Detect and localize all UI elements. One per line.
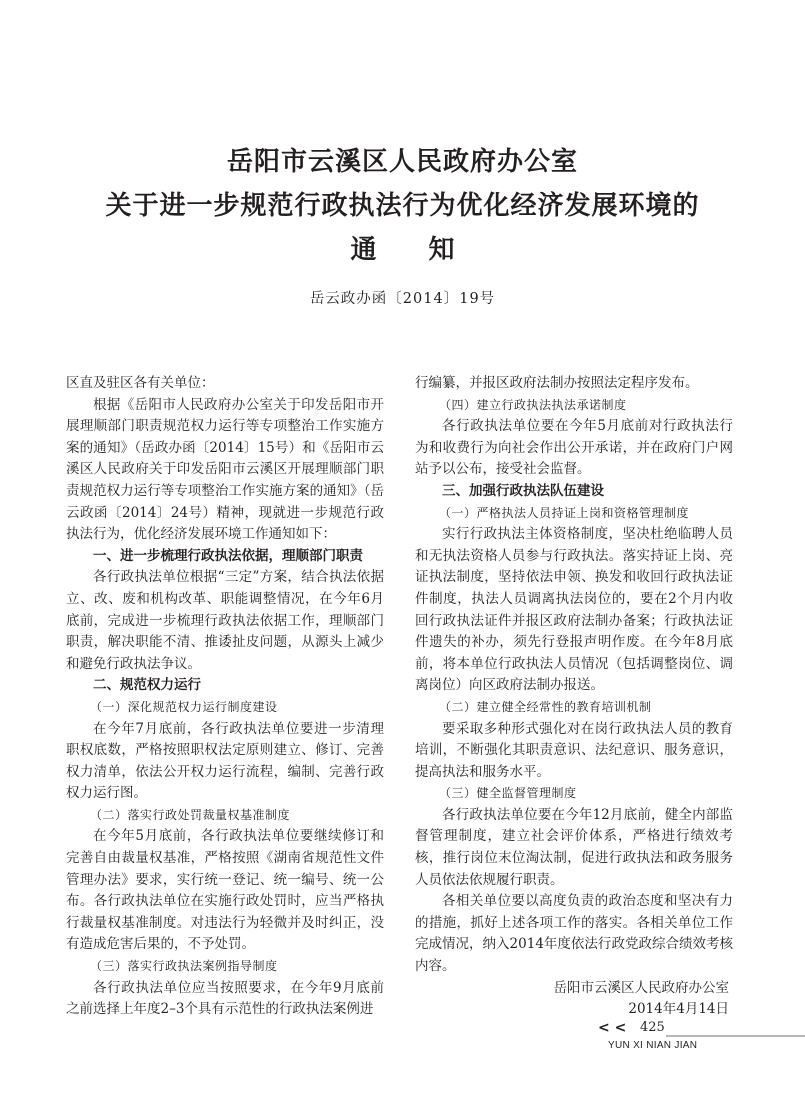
paragraph: 各行政执法单位根据“三定”方案，结合执法依据立、改、废和机构改革、职能调整情况，在今年6月底前，完成进一步梳理行政执法依据工作，理顺部门职责，解决职能不清、推诿扯皮问题，从源头上减少和避免行政执法争议。 — [66, 569, 384, 672]
paragraph: 区直及驻区各有关单位： — [66, 375, 215, 391]
paragraph: 实行行政执法主体资格制度，坚决杜绝临聘人员和无执法资格人员参与行政执法。落实持证上岗、亮证执法制度，坚持依法申领、换发和收回行政执法证件制度，执法人员调离执法岗位的，要在2个月内收回行政执法证件并报区政府法制办备案；行政执法证件遗失的补办，须先行登报声明作废。在今年8月底前，将本单位行政执法人员情况（包括调整岗位、调离岗位）向区政府法制办报送。 — [415, 526, 733, 694]
subsection-heading: （二）建立健全经常性的教育培训机制 — [439, 699, 652, 714]
document-title — [0, 140, 805, 272]
footer-rule — [666, 1035, 805, 1037]
footer-brand: YUN XI NIAN JIAN — [608, 1040, 698, 1051]
subsection-heading: （三）健全监督管理制度 — [439, 786, 577, 801]
subsection-heading: （一）严格执法人员持证上岗和资格管理制度 — [439, 505, 690, 520]
paragraph: 各行政执法单位要在今年5月底前对行政执法行为和收费行为向社会作出公开承诺，并在政府门户网站予以公布，接受社会监督。 — [415, 418, 733, 478]
right-column — [415, 373, 733, 1021]
paragraph: 根据《岳阳市人民政府办公室关于印发岳阳市开展理顺部门职责规范权力运行等专项整治工作实施方案的通知》（岳政办函〔2014〕15号）和《岳阳市云溪区人民政府关于印发岳阳市云溪区开展理顺部门职责规范权力运行等专项整治工作实施方案的通知》（岳云政函〔2014〕24号）精神，现就进一步规范行政执法行为，优化经济发展环境工作通知如下： — [66, 396, 384, 543]
section-heading: 一、进一步梳理行政执法依据，理顺部门职责 — [93, 547, 363, 564]
subsection-heading: （三）落实行政执法案例指导制度 — [90, 959, 278, 974]
paragraph: 各行政执法单位应当按照要求，在今年9月底前之前选择上年度2–3个具有示范性的行政执法案例进 — [66, 979, 384, 1018]
document-number: 岳云政办函〔2014〕19号 — [309, 291, 496, 307]
signature-date: 2014年4月14日 — [628, 1001, 729, 1018]
title-line-2: 关于进一步规范行政执法行为优化经济发展环境的 — [105, 191, 700, 221]
subsection-heading: （一）深化规范权力运行制度建设 — [90, 699, 278, 714]
page-footer — [598, 1020, 805, 1060]
title-line-3: 通知 — [350, 235, 507, 265]
footer-arrows-icon: < < — [598, 1020, 627, 1036]
section-heading: 二、规范权力运行 — [93, 677, 201, 694]
paragraph: 各行政执法单位要在今年12月底前，健全内部监督管理制度，建立社会评价体系，严格进行绩效考核，推行岗位末位淘汰制，促进行政执法和政务服务人员依法依规履行职责。 — [415, 806, 733, 888]
subsection-heading: （二）落实行政处罚裁量权基准制度 — [90, 807, 291, 822]
paragraph: 要采取多种形式强化对在岗行政执法人员的教育培训，不断强化其职责意识、法纪意识、服务意识，提高执法和服务水平。 — [415, 720, 733, 780]
title-line-1: 岳阳市云溪区人民政府办公室 — [226, 147, 578, 177]
subsection-heading: （四）建立行政执法执法承诺制度 — [439, 397, 627, 412]
paragraph: 各相关单位要以高度负责的政治态度和坚决有力的措施，抓好上述各项工作的落实。各相关单位工作完成情况，纳入2014年度依法行政党政综合绩效考核内容。 — [415, 893, 733, 975]
section-heading: 三、加强行政执法队伍建设 — [442, 482, 604, 499]
paragraph: 在今年7月底前，各行政执法单位要进一步清理职权底数，严格按照职权法定原则建立、修订、完善权力清单，依法公开权力运行流程，编制、完善行政权力运行图。 — [66, 720, 384, 802]
paragraph: 行编纂，并报区政府法制办按照法定程序发布。 — [415, 375, 699, 391]
left-column — [66, 373, 384, 1021]
page-number: 425 — [640, 1020, 665, 1035]
paragraph: 在今年5月底前，各行政执法单位要继续修订和完善自由裁量权基准，严格按照《湖南省规范性文件管理办法》要求，实行统一登记、统一编号、统一公布。各行政执法单位在实施行政处罚时，应当严格执行裁量权基准制度。对违法行为轻微并及时纠正，没有造成危害后果的，不予处罚。 — [66, 828, 384, 953]
signature-issuer: 岳阳市云溪区人民政府办公室 — [553, 979, 729, 996]
